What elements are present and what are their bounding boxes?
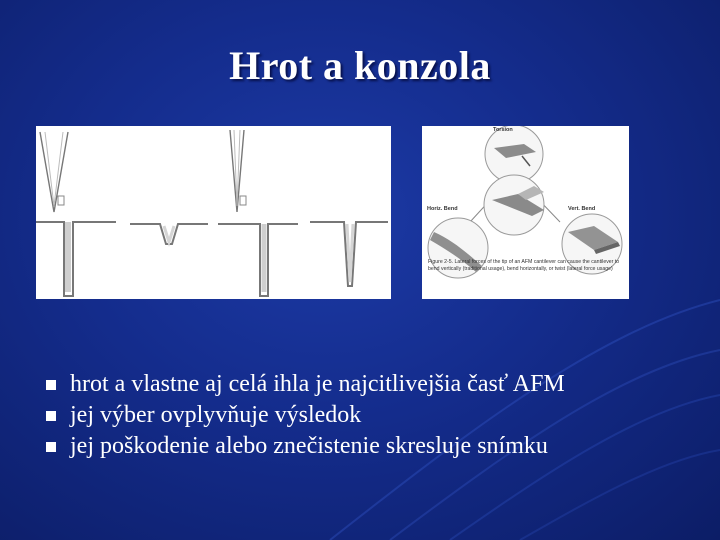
bullet-item bbox=[42, 369, 565, 400]
needle-tip-profile-2 bbox=[218, 130, 298, 296]
pyramid-tip-profile bbox=[130, 224, 208, 244]
cantilever-diagram bbox=[484, 175, 544, 235]
bullet-text: jej výber ovplyvňuje výsledok bbox=[70, 402, 362, 428]
vertical-bend-label: Vert. Bend bbox=[568, 206, 596, 212]
figure-caption: Figure 2-5. Lateral forces of the tip of an AFM cantilever can cause the cantilever to bend vertically (traditional usage), bend horizontally, or twist (lateral force usage) bbox=[428, 259, 620, 272]
square-bullet-icon bbox=[46, 442, 56, 452]
square-bullet-icon bbox=[46, 380, 56, 390]
torsion-label: Torsion bbox=[493, 127, 513, 133]
slide-title: Hrot a konzola bbox=[229, 43, 491, 88]
bullet-text: jej poškodenie alebo znečistenie skresluje snímku bbox=[70, 433, 548, 459]
torsion-diagram bbox=[485, 126, 543, 183]
trench-profile bbox=[310, 222, 388, 286]
bullet-item bbox=[42, 431, 565, 462]
needle-tip-profile-1 bbox=[36, 132, 116, 296]
cantilever-bending-figure bbox=[422, 126, 629, 299]
bullet-list bbox=[42, 369, 565, 462]
square-bullet-icon bbox=[46, 411, 56, 421]
bullet-item bbox=[42, 400, 565, 431]
bullet-text: hrot a vlastne aj celá ihla je najcitlivejšia časť AFM bbox=[70, 371, 565, 397]
horizontal-bend-label: Horiz. Bend bbox=[427, 206, 458, 212]
tip-profiles-figure bbox=[36, 126, 391, 299]
